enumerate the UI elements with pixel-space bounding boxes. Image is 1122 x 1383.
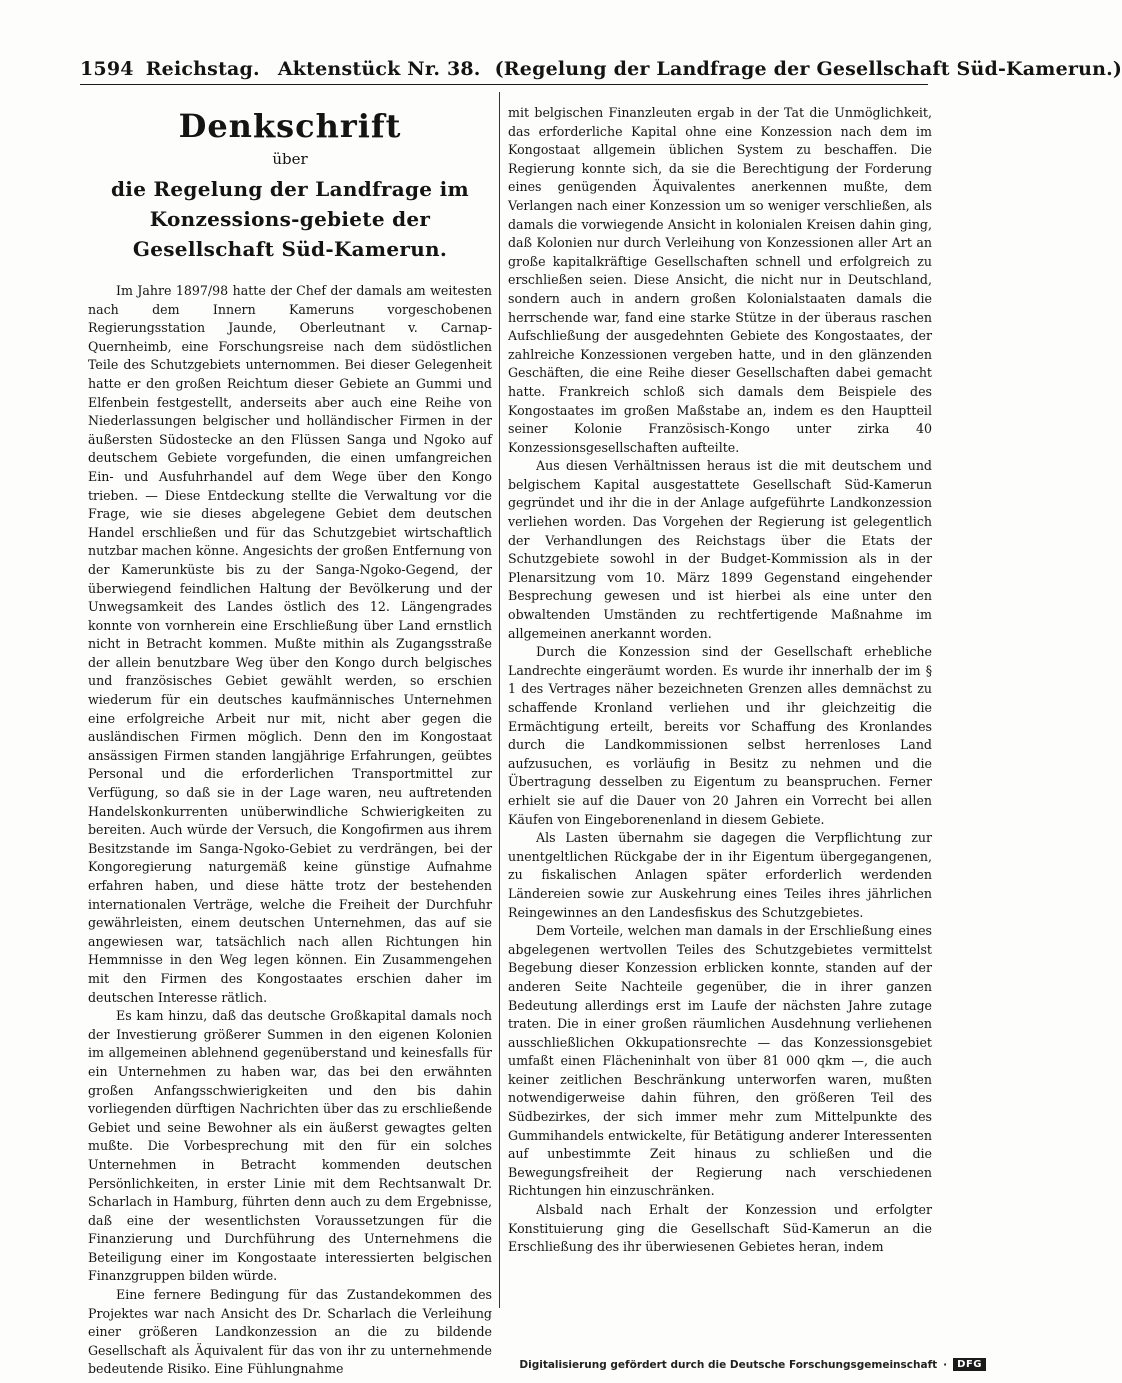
document-title: Denkschrift xyxy=(178,107,402,145)
paragraph: Alsbald nach Erhalt der Konzession und erfolgter Konstituierung ging die Gesellschaft Süd-Kamerun an die Erschließung des ihr überwiesenen Gebietes heran, indem xyxy=(508,1202,932,1255)
left-column xyxy=(88,104,492,1379)
paragraph: Aus diesen Verhältnissen heraus ist die mit deutschem und belgischem Kapital ausgestattete Gesellschaft Süd-Kamerun gegründet und ihr die in der Anlage aufgeführte Landkonzession verliehen worden. Das Vorgehen der Regierung ist gelegentlich der Verhandlungen des Reichstags über die Etats der Schutzgebiete sowohl in der Budget-Kommission als in der Plenarsitzung vom 10. März 1899 Gegenstand eingehender Besprechung gewesen und ist hierbei als eine unter den obwaltenden Umständen zu rechtfertigende Maßnahme im allgemeinen anerkannt worden. xyxy=(508,458,932,641)
running-subject: (Regelung der Landfrage der Gesellschaft Süd-Kamerun.) xyxy=(494,58,1122,80)
document-subject: die Regelung der Landfrage im Konzessions-gebiete der Gesellschaft Süd-Kamerun. xyxy=(111,177,469,261)
paragraph: Dem Vorteile, welchen man damals in der Erschließung eines abgelegenen wertvollen Teiles des Schutzgebietes vermittelst Begebung dieser Konzession erblicken konnte, standen auf der anderen Seite Nachteile gegenüber, die in ihrer ganzen Bedeutung allerdings erst im Laufe der nächsten Jahre zutage traten. Die in einer großen räumlichen Ausdehnung verliehenen ausschließlichen Okkupationsrechte — das Konzessionsgebiet umfaßt einen Flächeninhalt von über 81 000 qkm —, die auch keiner zeitlichen Beschränkung unterworfen waren, mußten notwendigerweise dahin führen, den größeren Teil des Südbezirkes, der sich immer mehr zum Mittelpunkte des Gummihandels entwickelte, für Betätigung anderer Interessenten auf unbestimmte Zeit hinaus zu schließen und die Bewegungsfreiheit der Regierung nach verschiedenen Richtungen hin einzuschränken. xyxy=(508,923,932,1199)
paragraph: Als Lasten übernahm sie dagegen die Verpflichtung zur unentgeltlichen Rückgabe der in ihr Eigentum übergegangenen, zu fiskalischen Anlagen später erforderlich werdenden Ländereien sowie zur Auskehrung eines Teiles ihres jährlichen Reingewinnes an den Landesfiskus des Schutzgebietes. xyxy=(508,830,932,920)
paragraph: Im Jahre 1897/98 hatte der Chef der damals am weitesten nach dem Innern Kameruns vorgeschobenen Regierungsstation Jaunde, Oberleutnant v. Carnap-Quernheimb, eine Forschungsreise nach dem südöstlichen Teile des Schutzgebiets unternommen. Bei dieser Gelegenheit hatte er den großen Reichtum dieser Gebiete an Gummi und Elfenbein festgestellt, anderseits aber auch eine Reihe von Niederlassungen belgischer und holländischer Firmen in der äußersten Südostecke an den Flüssen Sanga und Ngoko auf deutschem Gebiete vorgefunden, die einen umfangreichen Ein- und Ausfuhrhandel auf dem Wege über den Kongo trieben. — Diese Entdeckung stellte die Verwaltung vor die Frage, wie sie dieses abgelegene Gebiet dem deutschen Handel erschließen und für das Schutzgebiet wirtschaftlich nutzbar machen könne. Angesichts der großen Entfernung von der Kamerunküste bis zu der Sanga-Ngoko-Gegend, der überwiegend feindlichen Haltung der Bevölkerung und der Unwegsamkeit des Landes östlich des 12. Längengrades konnte von vornherein eine Erschließung über Land ernstlich nicht in Betracht kommen. Mußte mithin als Zugangsstraße der allein benutzbare Weg über den Kongo durch belgisches und französisches Gebiet gewählt werden, so erschien wiederum für ein deutsches kaufmännisches Unternehmen eine erfolgreiche Arbeit nur mit, nicht aber gegen die ausländischen Firmen möglich. Denn den im Kongostaat ansässigen Firmen standen langjährige Erfahrungen, geübtes Personal und die erforderlichen Transportmittel zur Verfügung, so daß sie in der Lage waren, neu auftretenden Handelskonkurrenten unüberwindliche Schwierigkeiten zu bereiten. Auch würde der Versuch, die Kongofirmen aus ihrem Besitzstande im Sanga-Ngoko-Gebiet zu verdrängen, bei der Kongoregierung naturgemäß keine günstige Aufnahme erfahren haben, und diese hätte trotz der bestehenden internationalen Verträge, welche die Freiheit der Durchfuhr gewährleisten, einem deutschen Unternehmen, das auf sie angewiesen war, tatsächlich nach allen Richtungen hin Hemmnisse in den Weg legen können. Ein Zusammengehen mit den Firmen des Kongostaates erschien daher im deutschen Interesse rätlich. xyxy=(88,283,492,1005)
document-number: Aktenstück Nr. 38. xyxy=(277,58,481,80)
paragraph: Durch die Konzession sind der Gesellschaft erhebliche Landrechte eingeräumt worden. Es wurde ihr innerhalb der im § 1 des Vertrages näher bezeichneten Grenzen alles demnächst zu schaffende Kronland verliehen und ihr gleichzeitig die Ermächtigung erteilt, bereits vor Schaffung des Kronlandes durch die Landkommissionen selbst herrenloses Land aufzusuchen, es vorläufig in Besitz zu nehmen und die Übertragung desselben zu Eigentum zu beanspruchen. Ferner erhielt sie auf die Dauer von 20 Jahren ein Vorrecht bei allen Käufen von Eingeborenenland in diesem Gebiete. xyxy=(508,644,932,827)
page-number: 1594 xyxy=(80,58,134,80)
paragraph: mit belgischen Finanzleuten ergab in der Tat die Unmöglichkeit, das erforderliche Kapital ohne eine Konzession nach dem im Kongostaat allgemein üblichen System zu beschaffen. Die Regierung konnte sich, da sie die Berechtigung der Forderung eines genügenden Äquivalentes anerkennen mußte, dem Verlangen nach einer Konzession um so weniger verschließen, als damals die vorwiegende Ansicht in kolonialen Kreisen dahin ging, daß Kolonien nur durch Verleihung von Konzessionen aller Art an große kapitalkräftige Gesellschaften schnell und erfolgreich zu erschließen seien. Diese Ansicht, die nicht nur in Deutschland, sondern auch in andern großen Kolonialstaaten damals die herrschende war, fand eine starke Stütze in der überaus raschen Aufschließung der ausgedehnten Gebiete des Kongostaates, der zahlreiche Konzessionen vergeben hatte, und in den glänzenden Geschäften, die eine Reihe dieser Gesellschaften dabei gemacht hatte. Frankreich schloß sich damals dem Beispiele des Kongostaates im großen Maßstabe an, indem es den Hauptteil seiner Kolonie Französisch-Kongo unter zirka 40 Konzessionsgesellschaften aufteilte. xyxy=(508,105,932,455)
digitization-footer xyxy=(519,1358,986,1371)
header-rule xyxy=(80,84,928,85)
paragraph: Eine fernere Bedingung für das Zustandekommen des Projektes war nach Ansicht des Dr. Scharlach die Verleihung einer größeren Landkonzession an die zu bildende Gesellschaft als Äquivalent für das von ihr zu unternehmende bedeutende Risiko. Eine Fühlungnahme xyxy=(88,1287,492,1377)
title-block xyxy=(88,106,492,264)
running-title: Reichstag. xyxy=(145,58,260,80)
separator-dot: · xyxy=(943,1358,948,1371)
dfg-logo: DFG xyxy=(953,1358,986,1371)
right-column xyxy=(508,104,932,1257)
funding-credit: Digitalisierung gefördert durch die Deutsche Forschungsgemeinschaft xyxy=(519,1358,938,1371)
running-head xyxy=(80,58,1122,80)
document-subtitle: über xyxy=(272,150,308,168)
column-divider xyxy=(499,92,500,1308)
paragraph: Es kam hinzu, daß das deutsche Großkapital damals noch der Investierung größerer Summen in den eigenen Kolonien im allgemeinen ablehnend gegenüberstand und keinesfalls für ein Unternehmen zu haben war, das bei den erwähnten großen Anfangsschwierigkeiten und den bis dahin vorliegenden dürftigen Nachrichten über das zu erschließende Gebiet und seine Bewohner als ein äußerst gewagtes gelten mußte. Die Vorbesprechung mit den für ein solches Unternehmen in Betracht kommenden deutschen Persönlichkeiten, in erster Linie mit dem Rechtsanwalt Dr. Scharlach in Hamburg, führten denn auch zu dem Ergebnisse, daß eine der wesentlichsten Voraussetzungen für die Finanzierung und Durchführung des Unternehmens die Beteiligung einer im Kongostaate interessierten belgischen Finanzgruppen bilden würde. xyxy=(88,1008,492,1284)
